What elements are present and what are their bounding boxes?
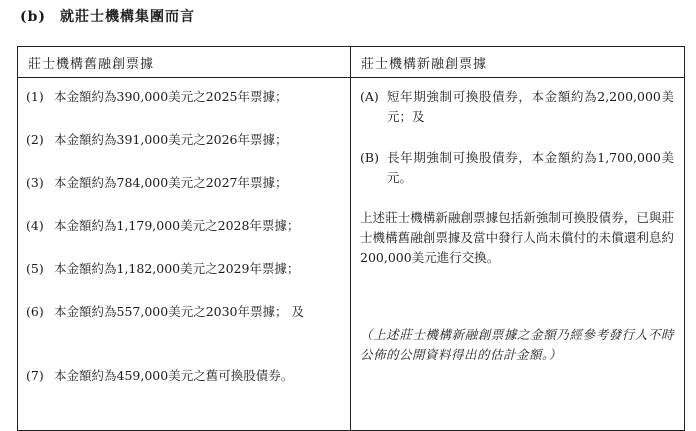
right-column-header: 莊士機構新融創票據	[351, 47, 685, 78]
left-column-header: 莊士機構舊融創票據	[18, 47, 351, 78]
item-number: (A)	[360, 89, 379, 104]
item-number: (B)	[360, 150, 379, 165]
item-text: 本金額約為391,000美元之2026年票據；	[54, 132, 288, 147]
list-item	[360, 148, 674, 188]
new-notes-cell	[351, 78, 685, 431]
item-text: 本金額約為557,000美元之2030年票據； 及	[54, 304, 304, 319]
old-notes-cell	[18, 78, 351, 431]
item-text: 本金額約為1,179,000美元之2028年票據；	[54, 218, 300, 233]
item-number: (4)	[26, 218, 44, 233]
list-item	[26, 216, 344, 236]
item-text: 短年期強制可換股債券，本金額約為2,200,000美元；及	[387, 89, 674, 124]
item-number: (3)	[26, 175, 44, 190]
item-number: (1)	[26, 89, 44, 104]
list-item	[360, 87, 674, 127]
item-text: 本金額約為1,182,000美元之2029年票據；	[54, 261, 300, 276]
list-item	[26, 130, 344, 150]
item-number: (6)	[26, 304, 44, 319]
list-item	[26, 366, 336, 386]
item-text: 長年期強制可換股債券，本金額約為1,700,000美元。	[387, 150, 674, 185]
section-heading	[20, 6, 195, 26]
list-item	[26, 259, 344, 279]
list-item	[26, 173, 344, 193]
item-text: 本金額約為784,000美元之2027年票據；	[54, 175, 288, 190]
list-item	[26, 87, 344, 107]
estimate-note: （上述莊士機構新融創票據之金額乃經參考發行人不時公佈的公開資料得出的估計金額。）	[360, 327, 674, 362]
item-number: (7)	[26, 368, 44, 383]
item-text: 本金額約為390,000美元之2025年票據；	[54, 89, 288, 104]
section-title: 就莊士機構集團而言	[60, 9, 196, 25]
exchange-paragraph: 上述莊士機構新融創票據包括新強制可換股債券，已與莊士機構舊融創票據及當中發行人尚未償付的未償還利息約200,000美元進行交換。	[360, 210, 674, 265]
section-label: (b)	[20, 9, 47, 25]
notes-table	[17, 46, 685, 431]
item-number: (5)	[26, 261, 44, 276]
list-item	[26, 302, 332, 322]
item-text: 本金額約為459,000美元之舊可換股債券。	[54, 368, 294, 383]
item-number: (2)	[26, 132, 44, 147]
